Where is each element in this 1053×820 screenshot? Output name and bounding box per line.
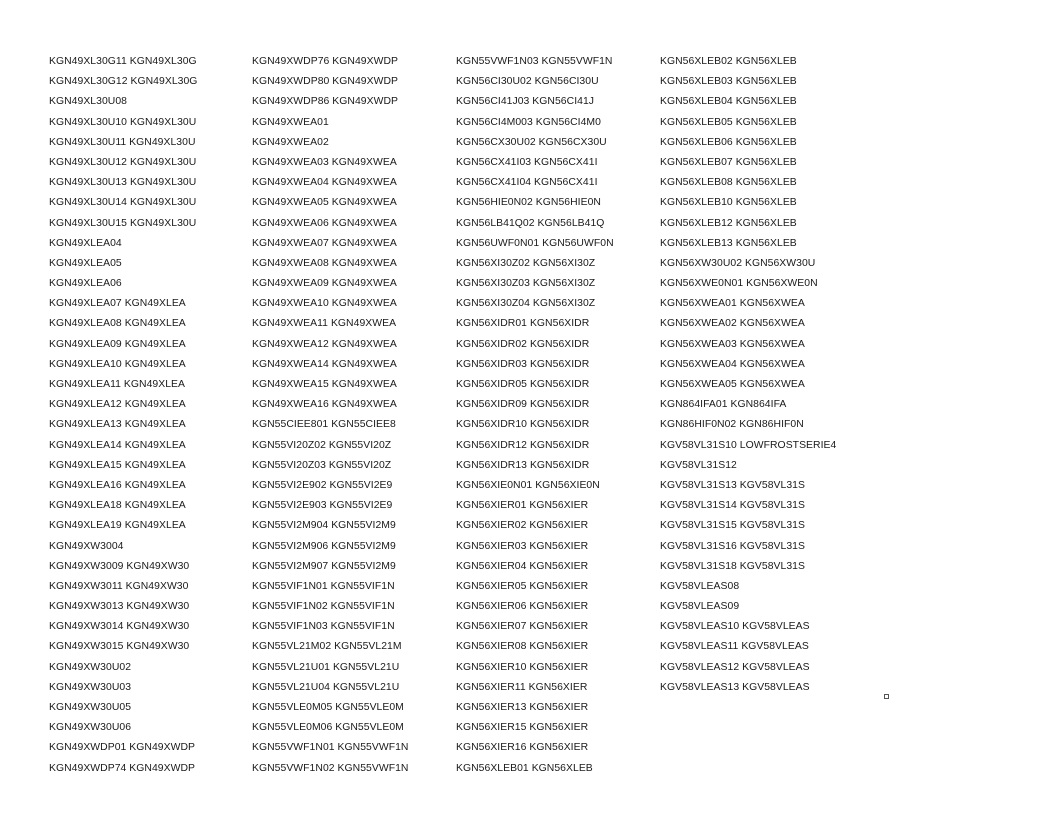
model-entry: KGN49XLEA10 KGN49XLEA bbox=[49, 358, 186, 370]
model-entry: KGN49XL30U12 KGN49XL30U bbox=[49, 156, 197, 168]
model-entry: KGN49XWEA01 bbox=[252, 116, 329, 128]
model-entry: KGN56XWEA01 KGN56XWEA bbox=[660, 298, 805, 310]
model-entry: KGN56XWEA05 KGN56XWEA bbox=[660, 379, 805, 390]
model-entry: KGN56UWF0N01 KGN56UWF0N bbox=[456, 237, 614, 249]
model-entry: KGN55VWF1N01 KGN55VWF1N bbox=[252, 742, 409, 754]
model-entry: KGN56XLEB13 KGN56XLEB bbox=[660, 237, 797, 249]
model-entry: KGN49XWEA07 KGN49XWEA bbox=[252, 237, 397, 249]
model-entry: KGN56XIER15 KGN56XIER bbox=[456, 722, 589, 734]
model-entry: KGN55VI20Z02 KGN55VI20Z bbox=[252, 439, 392, 451]
model-entry: KGN49XWEA09 KGN49XWEA bbox=[252, 278, 397, 290]
model-entry: KGN49XWEA16 KGN49XWEA bbox=[252, 399, 397, 411]
model-entry: KGN56XLEB08 KGN56XLEB bbox=[660, 177, 797, 189]
model-entry: KGN56XIER11 KGN56XIER bbox=[456, 681, 588, 693]
model-entry: KGN56XIDR05 KGN56XIDR bbox=[456, 379, 590, 390]
model-entry: KGN55VI2M904 KGN55VI2M9 bbox=[252, 520, 396, 532]
model-entry: KGV58VL31S18 KGV58VL31S bbox=[660, 560, 805, 572]
model-entry: KGN49XW30U03 bbox=[49, 681, 132, 693]
model-entry: KGN49XWEA06 KGN49XWEA bbox=[252, 217, 397, 229]
model-entry: KGN49XLEA12 KGN49XLEA bbox=[49, 399, 186, 411]
model-entry: KGN49XLEA11 KGN49XLEA bbox=[49, 379, 186, 390]
model-entry: KGN56XLEB02 KGN56XLEB bbox=[660, 56, 797, 67]
model-entry: KGV58VL31S16 KGV58VL31S bbox=[660, 540, 805, 552]
model-entry: KGV58VL31S15 KGV58VL31S bbox=[660, 520, 805, 532]
model-entry: KGN55VWF1N02 KGN55VWF1N bbox=[252, 762, 409, 774]
model-entry: KGN49XL30G11 KGN49XL30G bbox=[49, 56, 197, 67]
model-entry: KGN49XW3013 KGN49XW30 bbox=[49, 601, 190, 613]
model-entry: KGN56XI30Z03 KGN56XI30Z bbox=[456, 278, 596, 290]
model-entry: KGN49XWEA04 KGN49XWEA bbox=[252, 177, 397, 189]
model-entry: KGN49XWDP80 KGN49XWDP bbox=[252, 76, 398, 88]
model-entry: KGN56CX41I04 KGN56CX41I bbox=[456, 177, 598, 189]
model-entry: KGN56XLEB07 KGN56XLEB bbox=[660, 156, 797, 168]
model-entry: KGN56CX41I03 KGN56CX41I bbox=[456, 156, 598, 168]
model-column-3 bbox=[456, 52, 614, 779]
model-entry: KGN56XIER06 KGN56XIER bbox=[456, 601, 589, 613]
model-entry: KGN56XIER10 KGN56XIER bbox=[456, 661, 589, 673]
model-entry: KGN56XI30Z02 KGN56XI30Z bbox=[456, 257, 596, 269]
model-entry: KGN49XLEA19 KGN49XLEA bbox=[49, 520, 186, 532]
model-entry: KGN56XLEB04 KGN56XLEB bbox=[660, 96, 797, 108]
model-entry: KGN56XIER08 KGN56XIER bbox=[456, 641, 589, 653]
model-entry: KGN56XIDR10 KGN56XIDR bbox=[456, 419, 590, 431]
model-entry: KGN49XL30U10 KGN49XL30U bbox=[49, 116, 197, 128]
model-entry: KGN55VI20Z03 KGN55VI20Z bbox=[252, 459, 392, 471]
model-entry: KGN49XLEA15 KGN49XLEA bbox=[49, 459, 186, 471]
model-entry: KGN49XL30U08 bbox=[49, 96, 128, 108]
model-entry: KGN56XIER01 KGN56XIER bbox=[456, 500, 589, 512]
model-entry: KGN56XLEB05 KGN56XLEB bbox=[660, 116, 797, 128]
model-entry: KGN56LB41Q02 KGN56LB41Q bbox=[456, 217, 605, 229]
model-entry: KGN49XL30U13 KGN49XL30U bbox=[49, 177, 197, 189]
model-entry: KGN49XLEA16 KGN49XLEA bbox=[49, 479, 186, 491]
model-entry: KGN56XWEA03 KGN56XWEA bbox=[660, 338, 805, 350]
model-entry: KGN49XLEA07 KGN49XLEA bbox=[49, 298, 186, 310]
model-entry: KGV58VLEAS08 bbox=[660, 580, 740, 592]
model-entry: KGN49XWDP01 KGN49XWDP bbox=[49, 742, 195, 754]
model-entry: KGN56XIER16 KGN56XIER bbox=[456, 742, 589, 754]
model-entry: KGN55VL21M02 KGN55VL21M bbox=[252, 641, 402, 653]
model-column-1 bbox=[49, 52, 197, 779]
model-entry: KGN56XWEA04 KGN56XWEA bbox=[660, 358, 805, 370]
model-entry: KGV58VL31S12 bbox=[660, 459, 737, 471]
model-entry: KGN56XIDR12 KGN56XIDR bbox=[456, 439, 590, 451]
model-entry: KGN56XWE0N01 KGN56XWE0N bbox=[660, 278, 818, 290]
model-entry: KGN49XWDP76 KGN49XWDP bbox=[252, 56, 398, 67]
model-entry: KGN49XW30U06 bbox=[49, 722, 132, 734]
model-entry: KGV58VLEAS12 KGV58VLEAS bbox=[660, 661, 810, 673]
model-entry: KGN49XL30U14 KGN49XL30U bbox=[49, 197, 197, 209]
model-entry: KGN49XLEA13 KGN49XLEA bbox=[49, 419, 186, 431]
model-entry: KGN49XW30U02 bbox=[49, 661, 132, 673]
model-entry: KGN56XIER07 KGN56XIER bbox=[456, 621, 589, 633]
model-entry: KGN49XW3015 KGN49XW30 bbox=[49, 641, 190, 653]
model-entry: KGN49XLEA14 KGN49XLEA bbox=[49, 439, 186, 451]
model-entry: KGN56HIE0N02 KGN56HIE0N bbox=[456, 197, 601, 209]
model-entry: KGN55VIF1N02 KGN55VIF1N bbox=[252, 601, 395, 613]
model-entry: KGN55CIEE801 KGN55CIEE8 bbox=[252, 419, 396, 431]
model-entry: KGN55VLE0M06 KGN55VLE0M bbox=[252, 722, 404, 734]
model-entry: KGN49XWEA15 KGN49XWEA bbox=[252, 379, 397, 390]
model-entry: KGN56XIER13 KGN56XIER bbox=[456, 702, 589, 713]
model-entry: KGN56XWEA02 KGN56XWEA bbox=[660, 318, 805, 330]
model-entry: KGN56XLEB10 KGN56XLEB bbox=[660, 197, 797, 209]
model-entry: KGN55VL21U01 KGN55VL21U bbox=[252, 661, 400, 673]
model-entry: KGN49XL30U15 KGN49XL30U bbox=[49, 217, 197, 229]
model-entry: KGN56XLEB03 KGN56XLEB bbox=[660, 76, 797, 88]
model-entry: KGN49XWEA02 bbox=[252, 136, 329, 148]
model-entry: KGN49XWEA05 KGN49XWEA bbox=[252, 197, 397, 209]
resize-handle[interactable] bbox=[884, 694, 889, 699]
model-entry: KGN55VI2E902 KGN55VI2E9 bbox=[252, 479, 393, 491]
model-entry: KGN56XIER05 KGN56XIER bbox=[456, 580, 589, 592]
model-entry: KGN56XLEB06 KGN56XLEB bbox=[660, 136, 797, 148]
model-entry: KGN56XLEB01 KGN56XLEB bbox=[456, 762, 593, 774]
model-entry: KGV58VL31S13 KGV58VL31S bbox=[660, 479, 805, 491]
model-entry: KGN49XWEA03 KGN49XWEA bbox=[252, 156, 397, 168]
model-entry: KGN56XW30U02 KGN56XW30U bbox=[660, 257, 816, 269]
model-entry: KGN49XLEA09 KGN49XLEA bbox=[49, 338, 186, 350]
model-entry: KGN56XIER04 KGN56XIER bbox=[456, 560, 589, 572]
model-entry: KGN864IFA01 KGN864IFA bbox=[660, 399, 787, 411]
model-entry: KGN49XW3004 bbox=[49, 540, 124, 552]
model-entry: KGN86HIF0N02 KGN86HIF0N bbox=[660, 419, 804, 431]
model-entry: KGN49XWEA12 KGN49XWEA bbox=[252, 338, 397, 350]
model-entry: KGV58VLEAS11 KGV58VLEAS bbox=[660, 641, 809, 653]
model-entry: KGV58VL31S10 LOWFROSTSERIE4 bbox=[660, 439, 837, 451]
model-entry: KGN56XI30Z04 KGN56XI30Z bbox=[456, 298, 596, 310]
model-entry: KGN49XW3011 KGN49XW30 bbox=[49, 580, 189, 592]
model-entry: KGN49XL30G12 KGN49XL30G bbox=[49, 76, 198, 88]
model-entry: KGN56XIDR13 KGN56XIDR bbox=[456, 459, 590, 471]
model-entry: KGN55VI2E903 KGN55VI2E9 bbox=[252, 500, 393, 512]
model-entry: KGN55VIF1N03 KGN55VIF1N bbox=[252, 621, 395, 633]
model-entry: KGN56CX30U02 KGN56CX30U bbox=[456, 136, 607, 148]
model-entry: KGN49XLEA06 bbox=[49, 278, 122, 290]
model-entry: KGN49XWEA11 KGN49XWEA bbox=[252, 318, 397, 330]
model-entry: KGN55VIF1N01 KGN55VIF1N bbox=[252, 580, 395, 592]
model-entry: KGN49XWDP74 KGN49XWDP bbox=[49, 762, 195, 774]
model-entry: KGN56XIDR03 KGN56XIDR bbox=[456, 358, 590, 370]
model-entry: KGN49XWEA14 KGN49XWEA bbox=[252, 358, 397, 370]
model-entry: KGN49XW3009 KGN49XW30 bbox=[49, 560, 190, 572]
model-entry: KGN49XLEA04 bbox=[49, 237, 122, 249]
model-entry: KGN55VL21U04 KGN55VL21U bbox=[252, 681, 400, 693]
model-entry: KGV58VL31S14 KGV58VL31S bbox=[660, 500, 805, 512]
model-entry: KGN49XLEA05 bbox=[49, 257, 122, 269]
model-entry: KGN49XWDP86 KGN49XWDP bbox=[252, 96, 398, 108]
model-entry: KGN49XLEA18 KGN49XLEA bbox=[49, 500, 186, 512]
model-entry: KGN55VI2M907 KGN55VI2M9 bbox=[252, 560, 396, 572]
model-entry: KGN49XWEA10 KGN49XWEA bbox=[252, 298, 397, 310]
model-entry: KGN56XIE0N01 KGN56XIE0N bbox=[456, 479, 600, 491]
model-entry: KGN55VWF1N03 KGN55VWF1N bbox=[456, 56, 613, 67]
model-entry: KGN55VI2M906 KGN55VI2M9 bbox=[252, 540, 396, 552]
model-entry: KGN56XIDR02 KGN56XIDR bbox=[456, 338, 590, 350]
model-entry: KGN49XWEA08 KGN49XWEA bbox=[252, 257, 397, 269]
model-entry: KGN49XLEA08 KGN49XLEA bbox=[49, 318, 186, 330]
model-entry: KGN56CI4M003 KGN56CI4M0 bbox=[456, 116, 601, 128]
model-entry: KGN56XIDR09 KGN56XIDR bbox=[456, 399, 590, 411]
model-entry: KGN49XW3014 KGN49XW30 bbox=[49, 621, 190, 633]
model-entry: KGN49XW30U05 bbox=[49, 702, 132, 713]
model-entry: KGN56XLEB12 KGN56XLEB bbox=[660, 217, 797, 229]
model-entry: KGN56CI30U02 KGN56CI30U bbox=[456, 76, 599, 88]
model-entry: KGV58VLEAS13 KGV58VLEAS bbox=[660, 681, 810, 693]
model-entry: KGN56XIER02 KGN56XIER bbox=[456, 520, 589, 532]
model-entry: KGV58VLEAS09 bbox=[660, 601, 740, 613]
model-entry: KGN55VLE0M05 KGN55VLE0M bbox=[252, 702, 404, 713]
model-entry: KGN56XIER03 KGN56XIER bbox=[456, 540, 589, 552]
model-column-2 bbox=[252, 52, 408, 779]
model-column-4 bbox=[660, 52, 836, 698]
model-entry: KGV58VLEAS10 KGV58VLEAS bbox=[660, 621, 810, 633]
model-entry: KGN56CI41J03 KGN56CI41J bbox=[456, 96, 595, 108]
model-entry: KGN56XIDR01 KGN56XIDR bbox=[456, 318, 590, 330]
model-entry: KGN49XL30U11 KGN49XL30U bbox=[49, 136, 196, 148]
